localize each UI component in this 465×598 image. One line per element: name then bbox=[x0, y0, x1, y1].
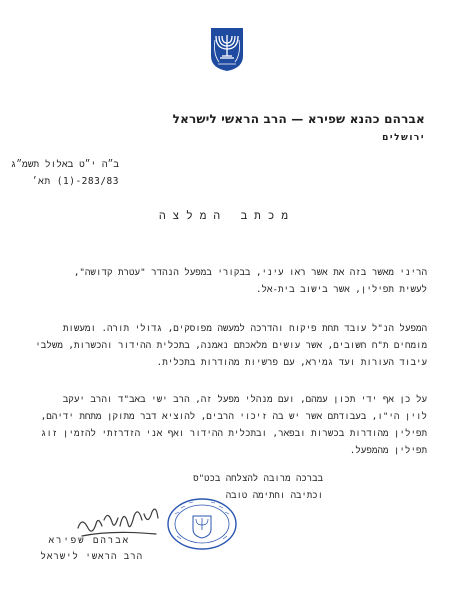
letterhead-name-title: אברהם כהנא שפירא — הרב הראשי לישראל bbox=[172, 112, 425, 126]
paragraph-1-line-1: הריני מאשר בזה את אשר ראו עיני, בבקורי במפעל הנהדר "עטרת קדושה", bbox=[73, 267, 427, 278]
paragraph-2-line-3: עיבוד העורות ועד גמירא, עם פרשיות מהודרות בתכלית. bbox=[156, 357, 427, 368]
paragraph-3-line-3: תפילין מהודרות בכשרות ובפאר, ובתכלית ההידור ואף אני הזדרזתי להזמין זוג bbox=[40, 428, 427, 439]
paragraph-2-line-1: המפעל הנ"ל עובד תחת פיקוח והדרכה למעשה מפוסקים, גדולי תורה. ומעשות bbox=[62, 323, 427, 334]
signatory-name: אברהם שפירא bbox=[48, 536, 130, 546]
closing-blessing-line-1: בברכה מרובה להצלחה בכט"ס bbox=[193, 474, 323, 484]
official-stamp bbox=[165, 496, 239, 552]
letterhead-city: ירושלים bbox=[382, 133, 425, 143]
menorah-emblem-icon bbox=[209, 26, 245, 72]
paragraph-3-line-4: תפילין מהמפעל. bbox=[349, 445, 427, 456]
letter-title: מכתב המלצה bbox=[158, 209, 295, 222]
paragraph-2-line-2: מומחים ת"ח חשובים, אשר עושים מלאכתם נאמנה, בתכלית ההידור והכשרות, משלבי bbox=[35, 340, 427, 351]
paragraph-3-line-2: לוין הי"ו, בעבודתם אשר יש בה זיכוי הרבים, להוציא דבר מתוקן מתחת ידיהם, bbox=[40, 411, 427, 422]
paragraph-1-line-2: לעשית תפילין, אשר בישוב בית-אל. bbox=[255, 284, 427, 295]
closing-blessing-line-2: וכתיבה וחתימה טובה bbox=[225, 491, 323, 501]
paragraph-3-line-1: על כן אף ידי תכון עמהם, ועם מנהלי מפעל זה, הרב ישי באב"ד והרב יעקב bbox=[62, 394, 427, 405]
hebrew-date: ב״ה י״ט באלול תשמ״ג bbox=[10, 159, 119, 170]
signatory-title: הרב הראשי לישראל bbox=[40, 552, 143, 562]
reference-number: 283/83-(1) תא׳ bbox=[31, 176, 119, 187]
